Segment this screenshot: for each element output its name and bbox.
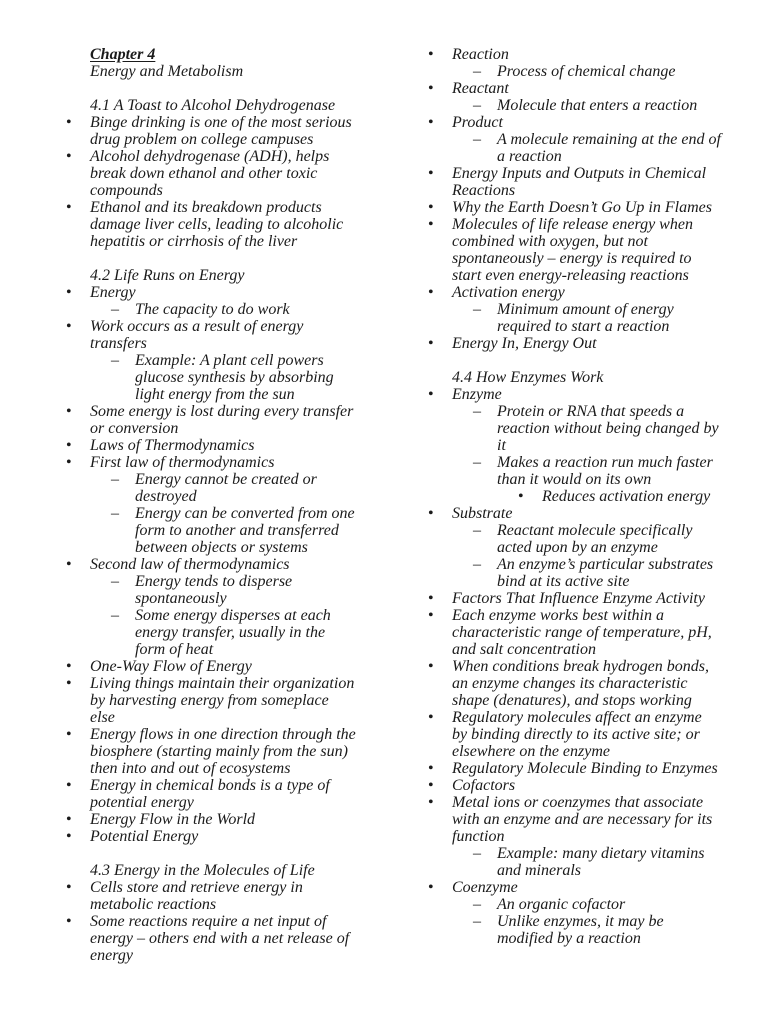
item-line: First law of thermodynamics <box>90 454 275 471</box>
item-line: Molecules of life release energy when <box>452 216 693 233</box>
list-item <box>428 777 752 794</box>
list-item <box>66 318 420 403</box>
chapter-subtitle: Energy and Metabolism <box>90 63 244 80</box>
bullet-marker: • <box>428 658 434 675</box>
bullet-marker: • <box>66 811 72 828</box>
bullet-list <box>428 386 752 947</box>
list-item <box>428 590 752 607</box>
bullet-marker: • <box>428 335 434 352</box>
list-item <box>428 709 752 760</box>
bullet-marker: • <box>66 114 72 131</box>
item-line: Each enzyme works best within a <box>452 607 664 624</box>
item-line: Molecule that enters a reaction <box>497 97 698 114</box>
item-line: characteristic range of temperature, pH, <box>452 624 712 641</box>
item-line: Regulatory molecules affect an enzyme <box>452 709 702 726</box>
item-line: Energy <box>90 284 136 301</box>
list-item <box>66 675 420 726</box>
list-item <box>473 97 752 114</box>
section <box>428 46 752 352</box>
bullet-marker: • <box>428 165 434 182</box>
item-line: Binge drinking is one of the most serious <box>90 114 352 131</box>
bullet-marker: – <box>473 63 481 80</box>
bullet-marker: • <box>428 46 434 63</box>
sub-list <box>452 403 752 505</box>
list-item <box>428 335 752 352</box>
sub-list <box>452 97 752 114</box>
list-item <box>428 165 752 199</box>
sub-list <box>452 896 752 947</box>
bullet-marker: • <box>428 80 434 97</box>
item-line: by binding directly to its active site; or <box>452 726 700 743</box>
bullet-marker: • <box>428 590 434 607</box>
list-item <box>66 913 420 964</box>
bullet-marker: – <box>473 454 481 471</box>
list-item <box>473 522 752 556</box>
bullet-marker: – <box>111 573 119 590</box>
item-line: shape (denatures), and stops working <box>452 692 692 709</box>
item-line: then into and out of ecosystems <box>90 760 291 777</box>
bullet-marker: – <box>473 845 481 862</box>
list-item <box>66 454 420 556</box>
item-line: biosphere (starting mainly from the sun) <box>90 743 348 760</box>
item-line: start even energy-releasing reactions <box>452 267 689 284</box>
sub-list <box>497 488 752 505</box>
bullet-marker: • <box>428 284 434 301</box>
sub-list <box>90 573 420 658</box>
item-line: by harvesting energy from someplace <box>90 692 329 709</box>
item-line: Factors That Influence Enzyme Activity <box>452 590 705 607</box>
list-item <box>428 199 752 216</box>
item-line: between objects or systems <box>135 539 308 556</box>
list-item <box>66 114 420 148</box>
item-line: Activation energy <box>452 284 565 301</box>
sub-list <box>452 131 752 165</box>
bullet-marker: • <box>428 216 434 233</box>
item-line: Example: many dietary vitamins <box>497 845 705 862</box>
bullet-marker: – <box>473 403 481 420</box>
item-line: Cofactors <box>452 777 516 794</box>
item-line: Reaction <box>452 46 509 63</box>
bullet-marker: • <box>66 403 72 420</box>
bullet-marker: – <box>111 352 119 369</box>
item-line: form to another and transferred <box>135 522 339 539</box>
sub-list <box>90 471 420 556</box>
bullet-list <box>428 46 752 352</box>
bullet-marker: – <box>473 913 481 930</box>
item-line: potential energy <box>90 794 194 811</box>
list-item <box>473 896 752 913</box>
bullet-marker: • <box>428 607 434 624</box>
bullet-marker: • <box>66 777 72 794</box>
item-line: Energy Inputs and Outputs in Chemical <box>452 165 707 182</box>
bullet-marker: • <box>66 556 72 573</box>
item-line: elsewhere on the enzyme <box>452 743 611 760</box>
bullet-list <box>66 284 420 845</box>
item-line: modified by a reaction <box>497 930 641 947</box>
sub-list <box>452 522 752 590</box>
item-line: else <box>90 709 115 726</box>
item-line: Process of chemical change <box>497 63 676 80</box>
list-item <box>111 471 420 505</box>
item-line: Makes a reaction run much faster <box>497 454 713 471</box>
bullet-marker: • <box>428 794 434 811</box>
item-line: Cells store and retrieve energy in <box>90 879 303 896</box>
bullet-marker: – <box>473 97 481 114</box>
item-line: required to start a reaction <box>497 318 670 335</box>
item-line: Minimum amount of energy <box>497 301 674 318</box>
item-line: Energy cannot be created or <box>135 471 317 488</box>
list-item <box>66 284 420 318</box>
item-line: combined with oxygen, but not <box>452 233 648 250</box>
item-line: Ethanol and its breakdown products <box>90 199 322 216</box>
sub-list <box>90 352 420 403</box>
item-line: and minerals <box>497 862 581 879</box>
bullet-marker: • <box>428 709 434 726</box>
list-item <box>473 845 752 879</box>
item-line: Energy Flow in the World <box>90 811 256 828</box>
bullet-marker: – <box>111 471 119 488</box>
item-line: energy <box>90 947 133 964</box>
list-item <box>111 573 420 607</box>
item-line: An enzyme’s particular substrates <box>497 556 714 573</box>
bullet-marker: • <box>428 879 434 896</box>
list-item <box>66 658 420 675</box>
list-item <box>428 284 752 335</box>
list-item <box>111 505 420 556</box>
item-line: Metal ions or coenzymes that associate <box>452 794 704 811</box>
item-line: Regulatory Molecule Binding to Enzymes <box>452 760 718 777</box>
item-line: Reactant molecule specifically <box>497 522 693 539</box>
item-line: it <box>497 437 506 454</box>
item-line: Some energy disperses at each <box>135 607 331 624</box>
item-line: glucose synthesis by absorbing <box>135 369 334 386</box>
list-item <box>473 63 752 80</box>
list-item <box>428 879 752 947</box>
list-item <box>66 403 420 437</box>
bullet-marker: – <box>111 301 119 318</box>
item-line: Some energy is lost during every transfer <box>90 403 354 420</box>
item-line: with an enzyme and are necessary for its <box>452 811 713 828</box>
item-line: spontaneously <box>135 590 227 607</box>
list-item <box>66 556 420 658</box>
item-line: Second law of thermodynamics <box>90 556 290 573</box>
list-item <box>428 760 752 777</box>
item-line: compounds <box>90 182 163 199</box>
list-item <box>66 437 420 454</box>
bullet-marker: • <box>428 386 434 403</box>
bullet-marker: • <box>428 505 434 522</box>
bullet-marker: • <box>428 199 434 216</box>
section-heading: 4.1 A Toast to Alcohol Dehydrogenase <box>90 97 336 114</box>
item-line: Why the Earth Doesn’t Go Up in Flames <box>452 199 712 216</box>
sub-list <box>452 301 752 335</box>
bullet-marker: • <box>66 675 72 692</box>
item-line: a reaction <box>497 148 562 165</box>
item-line: Alcohol dehydrogenase (ADH), helps <box>90 148 330 165</box>
bullet-list <box>66 879 420 964</box>
sub-list <box>452 63 752 80</box>
chapter-header <box>90 46 420 80</box>
bullet-marker: – <box>111 607 119 624</box>
list-item <box>66 148 420 199</box>
list-item <box>428 794 752 879</box>
bullet-marker: • <box>66 454 72 471</box>
item-line: destroyed <box>135 488 197 505</box>
item-line: Laws of Thermodynamics <box>90 437 255 454</box>
bullet-marker: • <box>428 114 434 131</box>
item-line: One-Way Flow of Energy <box>90 658 252 675</box>
section-heading: 4.3 Energy in the Molecules of Life <box>90 862 315 879</box>
item-line: Energy in chemical bonds is a type of <box>90 777 330 794</box>
bullet-list <box>66 114 420 250</box>
section <box>428 369 752 947</box>
bullet-marker: • <box>66 658 72 675</box>
bullet-marker: • <box>66 437 72 454</box>
bullet-marker: • <box>66 284 72 301</box>
item-line: reaction without being changed by <box>497 420 719 437</box>
item-line: Enzyme <box>452 386 502 403</box>
bullet-marker: – <box>473 131 481 148</box>
item-line: Some reactions require a net input of <box>90 913 327 930</box>
item-line: Reactant <box>452 80 509 97</box>
list-item <box>473 301 752 335</box>
item-line: or conversion <box>90 420 179 437</box>
list-item <box>473 454 752 505</box>
section-heading: 4.2 Life Runs on Energy <box>90 267 245 284</box>
list-item <box>66 828 420 845</box>
list-item <box>428 80 752 114</box>
bullet-marker: – <box>473 896 481 913</box>
item-line: Reactions <box>452 182 516 199</box>
item-line: and salt concentration <box>452 641 596 658</box>
list-item <box>66 879 420 913</box>
bullet-marker: – <box>473 556 481 573</box>
item-line: A molecule remaining at the end of <box>497 131 721 148</box>
right-column <box>428 46 752 947</box>
item-line: spontaneously – energy is required to <box>452 250 692 267</box>
list-item <box>473 131 752 165</box>
bullet-marker: • <box>66 828 72 845</box>
list-item <box>111 352 420 403</box>
item-line: metabolic reactions <box>90 896 217 913</box>
bullet-marker: • <box>66 148 72 165</box>
list-item <box>518 488 752 505</box>
item-line: Protein or RNA that speeds a <box>497 403 685 420</box>
bullet-marker: – <box>111 505 119 522</box>
section <box>66 97 420 250</box>
list-item <box>66 199 420 250</box>
chapter-title: Chapter 4 <box>90 46 156 63</box>
item-line: When conditions break hydrogen bonds, <box>452 658 709 675</box>
item-line: drug problem on college campuses <box>90 131 314 148</box>
section-heading: 4.4 How Enzymes Work <box>452 369 604 386</box>
bullet-marker: • <box>428 760 434 777</box>
item-line: Living things maintain their organization <box>90 675 355 692</box>
item-line: Potential Energy <box>90 828 199 845</box>
list-item <box>428 607 752 658</box>
item-line: Substrate <box>452 505 513 522</box>
item-line: transfers <box>90 335 147 352</box>
bullet-marker: • <box>428 777 434 794</box>
item-line: than it would on its own <box>497 471 652 488</box>
item-line: Unlike enzymes, it may be <box>497 913 664 930</box>
item-line: hepatitis or cirrhosis of the liver <box>90 233 298 250</box>
item-line: Energy In, Energy Out <box>452 335 597 352</box>
list-item <box>428 386 752 505</box>
item-line: damage liver cells, leading to alcoholic <box>90 216 344 233</box>
list-item <box>428 658 752 709</box>
bullet-marker: • <box>66 318 72 335</box>
left-column <box>66 46 420 964</box>
bullet-marker: – <box>473 522 481 539</box>
item-line: Coenzyme <box>452 879 518 896</box>
list-item <box>428 216 752 284</box>
bullet-marker: • <box>66 726 72 743</box>
item-line: break down ethanol and other toxic <box>90 165 318 182</box>
list-item <box>66 811 420 828</box>
list-item <box>428 46 752 80</box>
list-item <box>111 607 420 658</box>
section <box>66 267 420 845</box>
bullet-marker: • <box>518 488 524 505</box>
item-line: energy transfer, usually in the <box>135 624 326 641</box>
sub-list <box>452 845 752 879</box>
item-line: energy – others end with a net release of <box>90 930 350 947</box>
bullet-marker: • <box>66 913 72 930</box>
item-line: form of heat <box>135 641 214 658</box>
list-item <box>473 403 752 454</box>
item-line: an enzyme changes its characteristic <box>452 675 688 692</box>
item-line: An organic cofactor <box>497 896 626 913</box>
bullet-marker: • <box>66 879 72 896</box>
item-line: Example: A plant cell powers <box>135 352 324 369</box>
list-item <box>473 556 752 590</box>
list-item <box>111 301 420 318</box>
item-line: The capacity to do work <box>135 301 290 318</box>
item-line: Product <box>452 114 503 131</box>
list-item <box>473 913 752 947</box>
list-item <box>428 114 752 165</box>
item-line: function <box>452 828 505 845</box>
sub-list <box>90 301 420 318</box>
item-line: acted upon by an enzyme <box>497 539 658 556</box>
section <box>66 862 420 964</box>
item-line: Work occurs as a result of energy <box>90 318 304 335</box>
list-item <box>66 777 420 811</box>
list-item <box>66 726 420 777</box>
bullet-marker: • <box>66 199 72 216</box>
list-item <box>428 505 752 590</box>
item-line: Reduces activation energy <box>542 488 711 505</box>
item-line: Energy tends to disperse <box>135 573 293 590</box>
item-line: bind at its active site <box>497 573 630 590</box>
item-line: Energy can be converted from one <box>135 505 355 522</box>
item-line: Energy flows in one direction through the <box>90 726 356 743</box>
item-line: light energy from the sun <box>135 386 295 403</box>
bullet-marker: – <box>473 301 481 318</box>
